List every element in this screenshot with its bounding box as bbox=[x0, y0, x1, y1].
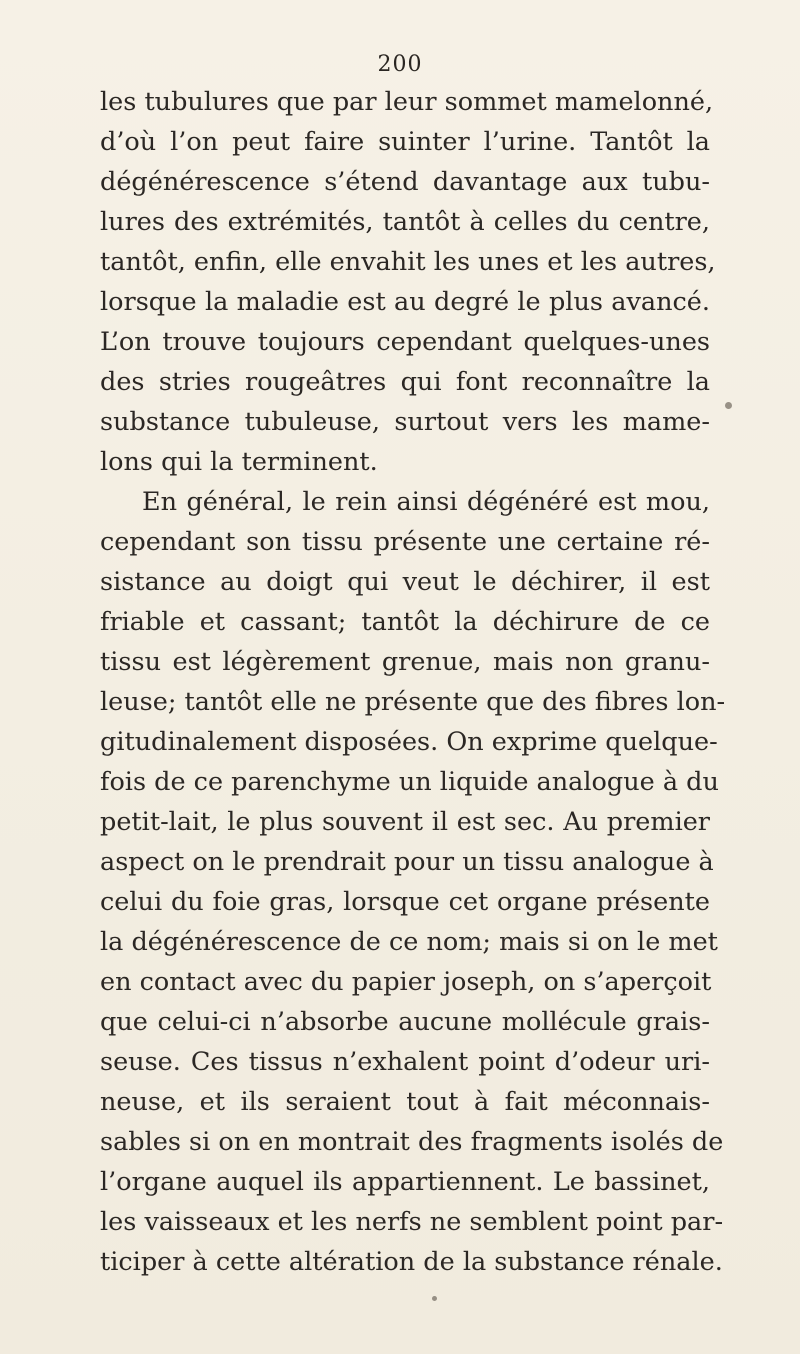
text-line: cependant son tissu présente une certaine ré- bbox=[100, 527, 710, 557]
body-text bbox=[100, 82, 726, 1282]
text-line: des stries rougeâtres qui font reconnaître la bbox=[100, 367, 710, 397]
text-line: dégénérescence s’étend davantage aux tubu- bbox=[100, 167, 710, 197]
text-line: fois de ce parenchyme un liquide analogue à du bbox=[100, 767, 719, 797]
text-line: sistance au doigt qui veut le déchirer, il est bbox=[100, 567, 710, 597]
text-line: en contact avec du papier joseph, on s’aperçoit bbox=[100, 967, 712, 997]
text-line: tantôt, enfin, elle envahit les unes et les autres, bbox=[100, 247, 716, 277]
text-line: que celui-ci n’absorbe aucune mollécule grais- bbox=[100, 1007, 710, 1037]
text-line: tissu est légèrement grenue, mais non granu- bbox=[100, 647, 710, 677]
page-number: 200 bbox=[377, 52, 423, 77]
text-line: substance tubuleuse, surtout vers les mame- bbox=[100, 407, 710, 437]
text-line: la dégénérescence de ce nom; mais si on le met bbox=[100, 927, 718, 957]
text-line: leuse; tantôt elle ne présente que des fibres lon- bbox=[100, 687, 726, 717]
text-line: seuse. Ces tissus n’exhalent point d’odeur uri- bbox=[100, 1047, 710, 1077]
text-line: petit-lait, le plus souvent il est sec. Au premier bbox=[100, 807, 710, 837]
text-line: sables si on en montrait des fragments isolés de bbox=[100, 1127, 724, 1157]
text-line: l’organe auquel ils appartiennent. Le bassinet, bbox=[100, 1167, 710, 1197]
text-line: gitudinalement disposées. On exprime quelque- bbox=[100, 727, 718, 757]
paragraph-end-line: lons qui la terminent. bbox=[100, 447, 378, 477]
text-line: friable et cassant; tantôt la déchirure de ce bbox=[100, 607, 710, 637]
text-line: d’où l’on peut faire suinter l’urine. Tantôt la bbox=[100, 127, 710, 157]
ink-speck bbox=[725, 402, 732, 409]
text-line: ticiper à cette altération de la substance rénale. bbox=[100, 1247, 723, 1277]
text-line: les vaisseaux et les nerfs ne semblent point par- bbox=[100, 1207, 724, 1237]
text-line: celui du foie gras, lorsque cet organe présente bbox=[100, 887, 710, 917]
text-line: L’on trouve toujours cependant quelques-unes bbox=[100, 327, 710, 357]
text-line: neuse, et ils seraient tout à fait méconnais- bbox=[100, 1087, 710, 1117]
text-line: les tubulures que par leur sommet mamelonné, bbox=[100, 87, 714, 117]
paragraph-start-line: En général, le rein ainsi dégénéré est mou, bbox=[142, 487, 710, 517]
text-line: lorsque la maladie est au degré le plus avancé. bbox=[100, 287, 710, 317]
text-line: aspect on le prendrait pour un tissu analogue à bbox=[100, 847, 714, 877]
ink-speck bbox=[432, 1296, 437, 1301]
text-line: lures des extrémités, tantôt à celles du centre, bbox=[100, 207, 710, 237]
